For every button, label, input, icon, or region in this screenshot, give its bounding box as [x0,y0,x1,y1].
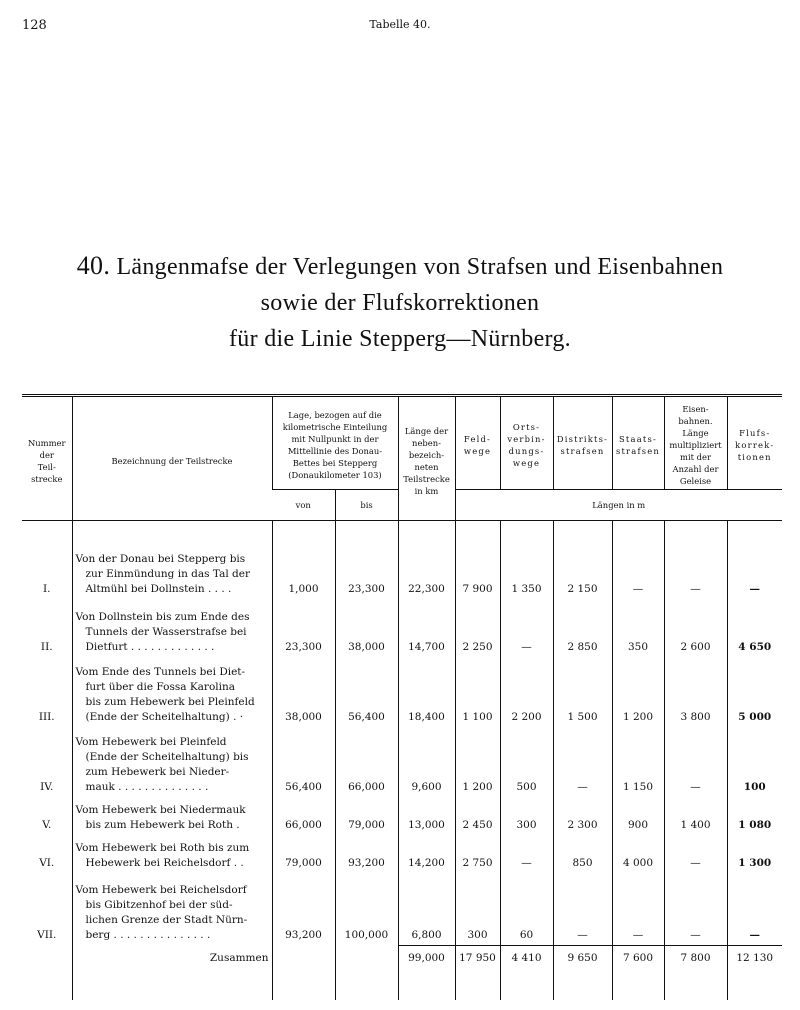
spacer-cell [335,521,398,542]
spacer-cell [22,521,72,542]
header-distriktsstrassen [553,396,612,490]
cell-feldwege: 2 450 [455,797,500,835]
total-staatsstrassen: 7 600 [612,945,664,972]
description-line: zur Einmündung in das Tal der [85,568,250,580]
tail-cell [272,972,335,1000]
tail-cell [335,972,398,1000]
row-number: II. [40,641,53,653]
cell-distriktsstrassen: — [553,873,612,945]
header-ortsverbindungswege-line: Orts- [512,422,541,432]
description-line: bis zum Hebewerk bei Roth . [85,819,240,831]
table-row [22,797,782,835]
cell-distriktsstrassen: 2 300 [553,797,612,835]
cell-staatsstrassen: — [612,873,664,945]
cell-eisenbahnen: — [664,541,727,599]
spacer-cell [553,521,612,542]
cell-distriktsstrassen: 1 500 [553,657,612,727]
table-row [22,873,782,945]
cell-laenge: 14,700 [398,599,455,657]
cell-laenge: 18,400 [398,657,455,727]
description-line: Von der Donau bei Stepperg bis [75,553,246,565]
cell-flusskorrektionen: 1 300 [727,835,782,873]
header-nummer-line: Teil- [37,461,56,472]
row-description [72,835,272,873]
cell-ortsverbindungswege: — [500,835,553,873]
total-blank [22,945,72,972]
tail-cell [553,972,612,1000]
spacer-cell [272,521,335,542]
cell-ortsverbindungswege: — [500,599,553,657]
description-line: (Ende der Scheitelhaltung) bis [85,751,249,763]
description-line: berg . . . . . . . . . . . . . . . [85,929,211,941]
cell-staatsstrassen: 1 200 [612,657,664,727]
cell-von: 23,300 [272,599,335,657]
row-description [72,657,272,727]
header-distriktsstrassen-line: Distrikts- [556,434,609,444]
cell-distriktsstrassen: 2 150 [553,541,612,599]
table-row [22,541,782,599]
header-eisenbahnen-line: Eisen- [682,404,709,414]
header-laenge-line: Länge der [404,425,449,436]
header-laenge-line: neben- [412,437,441,448]
tail-cell [727,972,782,1000]
cell-feldwege: 1 100 [455,657,500,727]
description-line: Vom Ende des Tunnels bei Diet- [75,666,246,678]
header-nummer-line: strecke [31,473,63,484]
header-lage-line: Lage, bezogen auf die [288,410,382,420]
cell-flusskorrektionen: — [727,541,782,599]
cell-bis: 93,200 [335,835,398,873]
cell-bis: 100,000 [335,873,398,945]
table-body [22,521,782,1000]
header-bezeichnung: Bezeichnung der Teilstrecke [72,396,272,521]
cell-eisenbahnen: 1 400 [664,797,727,835]
description-line: Vom Hebewerk bei Pleinfeld [75,736,227,748]
cell-von: 1,000 [272,541,335,599]
spacer-cell [612,521,664,542]
total-distriktsstrassen: 9 650 [553,945,612,972]
spacer-cell [727,521,782,542]
cell-staatsstrassen: 350 [612,599,664,657]
cell-ortsverbindungswege: 500 [500,727,553,797]
total-blank [272,945,335,972]
spacer-row [22,521,782,542]
cell-von: 93,200 [272,873,335,945]
length-table [22,394,782,1000]
header-ortsverbindungswege-line: wege [512,458,541,468]
description-line: Vom Hebewerk bei Niedermauk [75,804,246,816]
header-eisenbahnen-line: bahnen. [678,416,713,426]
header-ortsverbindungswege-line: verbin- [507,434,546,444]
description-line: mauk . . . . . . . . . . . . . . [85,781,209,793]
spacer-cell [500,521,553,542]
header-ortsverbindungswege-line: dungs- [508,446,545,456]
cell-flusskorrektionen: 1 080 [727,797,782,835]
row-description [72,727,272,797]
cell-staatsstrassen: 900 [612,797,664,835]
tail-cell [455,972,500,1000]
cell-eisenbahnen: — [664,727,727,797]
description-line: Dietfurt . . . . . . . . . . . . . [85,641,215,653]
total-feldwege: 17 950 [455,945,500,972]
header-eisenbahnen-line: Anzahl der [672,464,719,474]
header-nummer [22,396,72,521]
cell-laenge: 6,800 [398,873,455,945]
cell-bis: 23,300 [335,541,398,599]
cell-staatsstrassen: — [612,541,664,599]
header-feldwege-line: wege [463,446,492,456]
cell-von: 79,000 [272,835,335,873]
spacer-cell [72,521,272,542]
row-number: III. [38,711,55,723]
description-line: Vom Hebewerk bei Roth bis zum [75,842,250,854]
cell-laenge: 9,600 [398,727,455,797]
cell-bis: 56,400 [335,657,398,727]
cell-flusskorrektionen: — [727,873,782,945]
header-staatsstrassen [612,396,664,490]
description-line: furt über die Fossa Karolina [85,681,236,693]
header-flusskorrektionen [727,396,782,490]
row-number: VII. [37,929,57,941]
spacer-cell [664,521,727,542]
cell-laenge: 13,000 [398,797,455,835]
cell-von: 38,000 [272,657,335,727]
total-ortsverbindungswege: 4 410 [500,945,553,972]
header-von: von [272,490,335,521]
total-laenge: 99,000 [398,945,455,972]
header-staatsstrassen-line: Staats- [619,434,657,444]
header-ortsverbindungswege [500,396,553,490]
table-row [22,727,782,797]
header-eisenbahnen-line: mit der [680,452,711,462]
header-eisenbahnen-line: Länge [682,428,709,438]
header-laenge-line: neten [414,461,439,472]
header-lage-line: kilometrische Einteilung [282,422,388,432]
heading-number: 40. [76,251,111,280]
header-lage-line: Mittellinie des Donau- [287,446,383,456]
spacer-cell [398,521,455,542]
description-line: bis Gibitzenhof bei der süd- [85,899,233,911]
header-eisenbahnen-line: Geleise [679,476,712,486]
header-lage-line: (Donaukilometer 103) [288,470,382,480]
tail-cell [500,972,553,1000]
header-flusskorrektionen-line: tionen [737,452,772,462]
cell-ortsverbindungswege: 300 [500,797,553,835]
table-row [22,657,782,727]
cell-eisenbahnen: 2 600 [664,599,727,657]
cell-feldwege: 2 750 [455,835,500,873]
header-eisenbahnen [664,396,727,490]
cell-flusskorrektionen: 4 650 [727,599,782,657]
header-nummer-line: Nummer [27,437,66,448]
description-line: lichen Grenze der Stadt Nürn- [85,914,248,926]
tail-cell [72,972,272,1000]
cell-bis: 66,000 [335,727,398,797]
spacer-cell [455,521,500,542]
tail-row [22,972,782,1000]
header-staatsstrassen-line: strafsen [615,446,660,456]
cell-feldwege: 300 [455,873,500,945]
tail-cell [398,972,455,1000]
description-line: (Ende der Scheitelhaltung) . · [85,711,244,723]
row-description [72,873,272,945]
running-title: Tabelle 40. [369,18,431,31]
cell-flusskorrektionen: 5 000 [727,657,782,727]
row-number: V. [42,819,52,831]
description-line: zum Hebewerk bei Nieder- [85,766,230,778]
header-laenge [398,396,455,521]
total-flusskorrektionen: 12 130 [727,945,782,972]
header-flusskorrektionen-line: Flufs- [739,428,771,438]
description-line: bis zum Hebewerk bei Pleinfeld [85,696,255,708]
header-laenge-line: Teilstrecke [403,473,450,484]
table-heading [0,248,800,357]
cell-eisenbahnen: — [664,873,727,945]
tail-cell [612,972,664,1000]
cell-feldwege: 1 200 [455,727,500,797]
cell-staatsstrassen: 4 000 [612,835,664,873]
header-laenge-line: in km [414,485,439,496]
description-line: Altmühl bei Dollnstein . . . . [85,583,232,595]
description-line: Tunnels der Wasserstrafse bei [85,626,247,638]
cell-feldwege: 7 900 [455,541,500,599]
cell-ortsverbindungswege: 60 [500,873,553,945]
cell-von: 66,000 [272,797,335,835]
cell-laenge: 22,300 [398,541,455,599]
cell-bis: 38,000 [335,599,398,657]
cell-feldwege: 2 250 [455,599,500,657]
description-line: Vom Hebewerk bei Reichelsdorf [75,884,247,896]
page-number: 128 [22,18,47,33]
row-description [72,541,272,599]
header-bis: bis [335,490,398,521]
table-row [22,835,782,873]
row-number: I. [43,583,51,595]
header-flusskorrektionen-line: korrek- [735,440,775,450]
cell-eisenbahnen: — [664,835,727,873]
cell-distriktsstrassen: 2 850 [553,599,612,657]
total-label: Zusammen [72,945,272,972]
cell-distriktsstrassen: 850 [553,835,612,873]
header-lage [272,396,398,490]
header-distriktsstrassen-line: strafsen [560,446,605,456]
header-laenge-line: bezeich- [408,449,445,460]
total-eisenbahnen: 7 800 [664,945,727,972]
heading-line-1 [0,248,800,285]
header-nummer-line: der [39,449,54,460]
description-line: Von Dollnstein bis zum Ende des [75,611,250,623]
row-number: IV. [40,781,54,793]
cell-ortsverbindungswege: 1 350 [500,541,553,599]
total-blank [335,945,398,972]
cell-von: 56,400 [272,727,335,797]
header-feldwege [455,396,500,490]
description-line: Hebewerk bei Reichelsdorf . . [85,857,244,869]
cell-laenge: 14,200 [398,835,455,873]
header-lage-line: Bettes bei Stepperg [292,458,378,468]
header-feldwege-line: Feld- [463,434,492,444]
heading-line1-text: Längenmafse der Verlegungen von Strafsen und Eisenbahnen [116,254,724,280]
total-row [22,945,782,972]
table-row [22,599,782,657]
row-number: VI. [39,857,55,869]
cell-staatsstrassen: 1 150 [612,727,664,797]
tail-cell [664,972,727,1000]
header-eisenbahnen-line: multipliziert [669,440,722,450]
header-laengen-in-m: Längen in m [455,490,782,521]
heading-line-3: für die Linie Stepperg—Nürnberg. [229,326,571,352]
row-description [72,797,272,835]
heading-line-2: sowie der Flufskorrektionen [260,290,540,316]
cell-distriktsstrassen: — [553,727,612,797]
cell-ortsverbindungswege: 2 200 [500,657,553,727]
cell-bis: 79,000 [335,797,398,835]
cell-flusskorrektionen: 100 [727,727,782,797]
header-lage-line: mit Nullpunkt in der [291,434,379,444]
row-description [72,599,272,657]
tail-cell [22,972,72,1000]
cell-eisenbahnen: 3 800 [664,657,727,727]
